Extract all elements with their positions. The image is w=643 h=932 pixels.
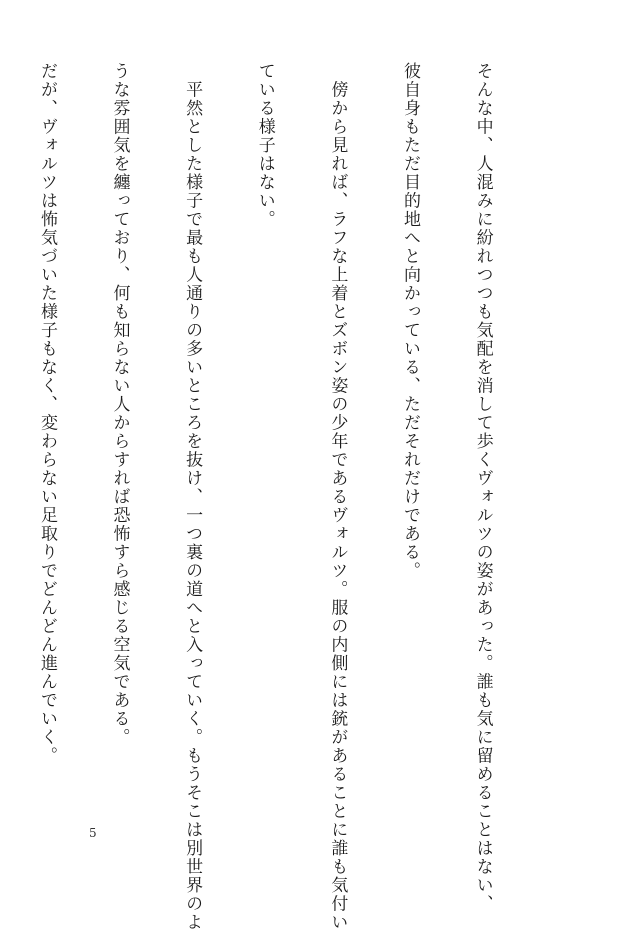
text-line: ている様子はない。 — [254, 62, 275, 229]
text-line: だが、ヴォルツは怖気づいた様子もなく、変わらない足取りでどんどん進んでいく。 — [36, 62, 57, 765]
text-line: うな雰囲気を纏っており、何も知らない人からすれば恐怖すら感じる空気である。 — [109, 62, 130, 747]
page-number: 5 — [89, 826, 97, 840]
body-text — [0, 62, 543, 932]
text-line: 傍から見れば、ラフな上着とズボン姿の少年であるヴォルツ。服の内側には銃があることに誰も気付い — [327, 62, 348, 932]
text-line: 平然とした様子で最も人通りの多いところを抜け、一つ裏の道へと入っていく。もうそこは別世界のよ — [182, 62, 203, 932]
text-line: 彼自身もただ目的地へと向かっている、ただそれだけである。 — [399, 62, 420, 580]
text-line: そんな中、人混みに紛れつつも気配を消して歩くヴォルツの姿があった。誰も気に留めることはない、 — [472, 62, 493, 913]
